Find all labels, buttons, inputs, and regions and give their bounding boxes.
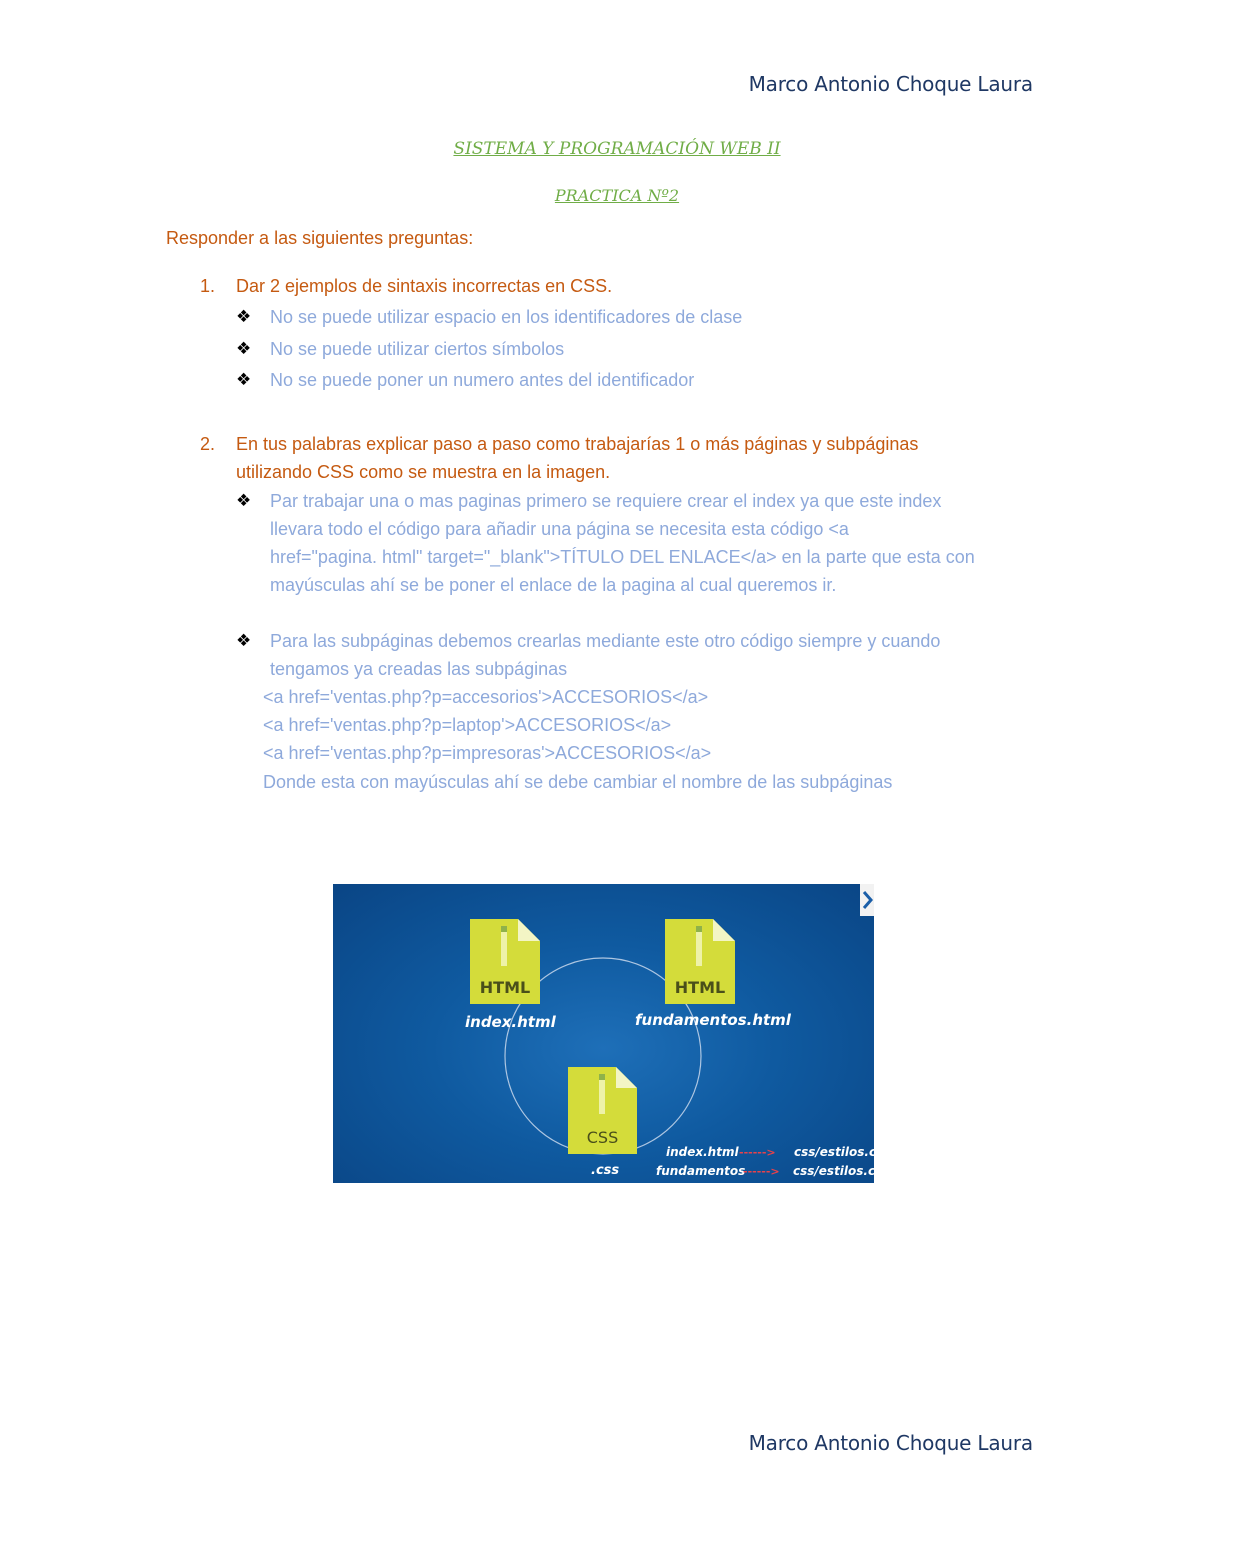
legend-to: css/estilos.css [793,1164,890,1178]
legend-from: index.html [666,1145,739,1159]
code-line: Donde esta con mayúsculas ahí se debe cambiar el nombre de las subpáginas [263,772,893,792]
diagram-figure [333,884,891,1183]
file-type-label: CSS [586,1128,619,1147]
diamond-bullet-icon: ❖ [236,307,252,327]
document-subtitle: PRACTICA Nº2 [554,186,680,205]
file-name-label: .css [591,1163,620,1178]
instructions-prompt: Responder a las siguientes preguntas: [166,228,474,248]
diamond-bullet-icon: ❖ [236,339,252,359]
legend-to: css/estilos.css [794,1145,891,1159]
legend-arrow: ------> [739,1146,776,1159]
list-item: ❖ No se puede utilizar espacio en los identificadores de clase [236,303,1036,331]
document-title: SISTEMA Y PROGRAMACIÓN WEB II [453,139,781,159]
diamond-bullet-icon: ❖ [236,631,252,651]
file-type-label: HTML [674,978,726,997]
list-item: ❖ Para las subpáginas debemos crearlas mediante este otro código siempre y cuando tengamos ya creadas las subpáginas [236,627,1036,683]
file-name-label: fundamentos.html [635,1011,791,1029]
list-item: ❖ No se puede poner un numero antes del identificador [236,366,1036,394]
question-text: Dar 2 ejemplos de sintaxis incorrectas en CSS. [236,276,613,296]
code-line: <a href='ventas.php?p=accesorios'>ACCESORIOS</a> [263,687,709,707]
question-2 [200,430,919,482]
header-author: Marco Antonio Choque Laura [748,72,1033,96]
question-text: En tus palabras explicar paso a paso como trabajarías 1 o más páginas y subpáginas utilizando CSS como se muestra en la imagen. [236,434,919,482]
diamond-bullet-icon: ❖ [236,370,252,390]
file-name-label: index.html [465,1013,556,1031]
question-number: 1. [200,276,216,296]
question-1 [200,272,613,300]
legend-from: fundamentos [656,1164,746,1178]
diamond-bullet-icon: ❖ [236,491,252,511]
file-type-label: HTML [479,978,531,997]
code-line: <a href='ventas.php?p=laptop'>ACCESORIOS</a> [263,715,672,735]
list-item: ❖ No se puede utilizar ciertos símbolos [236,335,1036,363]
footer-author: Marco Antonio Choque Laura [748,1431,1033,1455]
question-number: 2. [200,434,216,454]
list-item: ❖ Par trabajar una o mas paginas primero se requiere crear el index ya que este index llevara todo el código para añadir una página se necesita esta código <a href="pagina. html" target="_blank">TÍTULO DEL ENLACE</a> en la parte que esta con mayúsculas ahí se be poner el enlace de la pagina al cual queremos ir. [236,487,1036,599]
code-line: <a href='ventas.php?p=impresoras'>ACCESORIOS</a> [263,743,712,763]
legend-arrow: ------> [743,1165,780,1178]
